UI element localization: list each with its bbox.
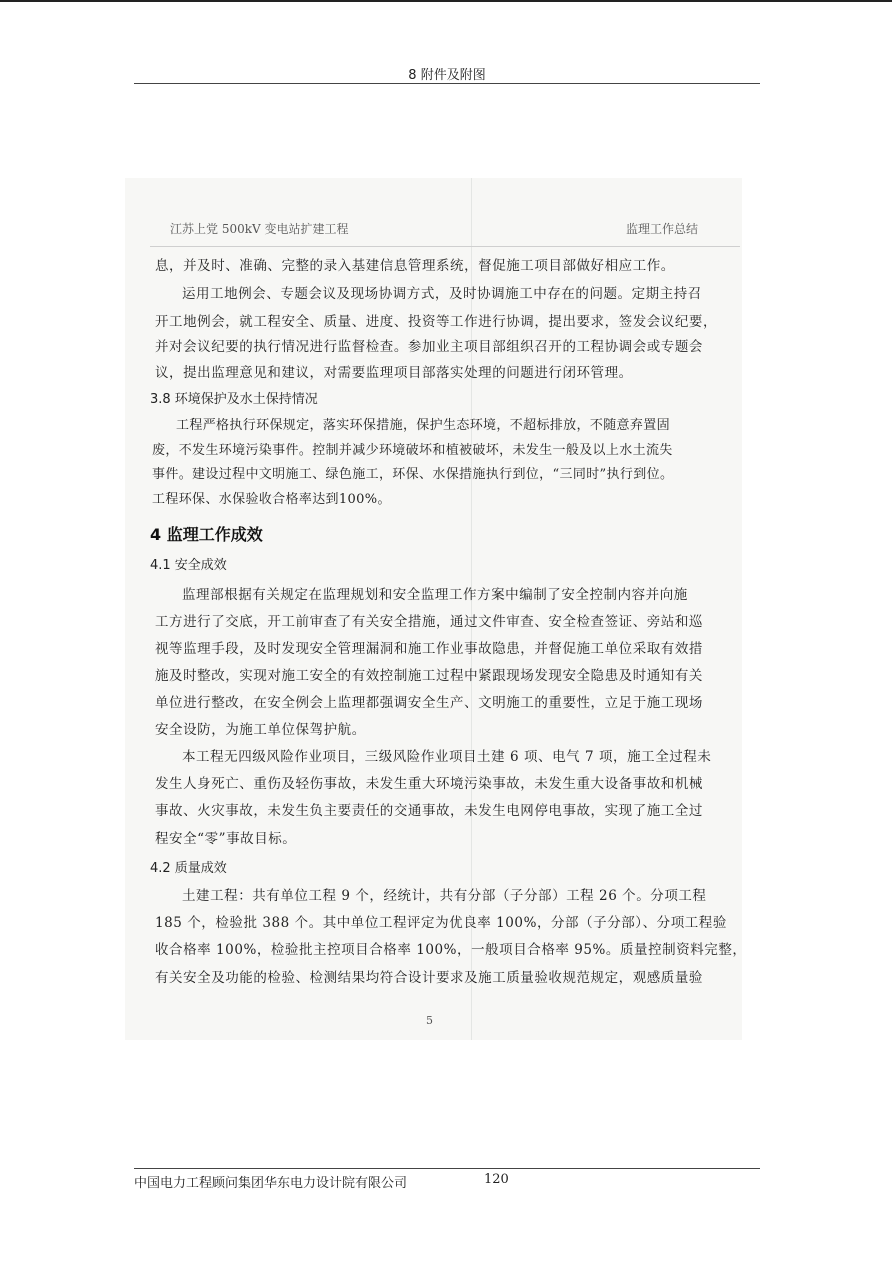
text-line: 本工程无四级风险作业项目，三级风险作业项目土建 6 项、电气 7 项，施工全过程未 bbox=[182, 749, 712, 765]
section-heading-4-2: 4.2 质量成效 bbox=[150, 861, 227, 876]
text-line: 视等监理手段，及时发现安全管理漏洞和施工作业事故隐患，并督促施工单位采取有效措 bbox=[155, 641, 703, 657]
text-line: 有关安全及功能的检验、检测结果均符合设计要求及施工质量验收规范规定，观感质量验 bbox=[155, 970, 703, 986]
text-line: 废，不发生环境污染事件。控制并减少环境破坏和植被破坏，未发生一般及以上水土流失 bbox=[152, 443, 673, 458]
footer-rule bbox=[134, 1168, 760, 1169]
header-rule bbox=[134, 83, 760, 84]
scan-header-project: 江苏上党 500kV 变电站扩建工程 bbox=[170, 222, 349, 236]
text-line: 运用工地例会、专题会议及现场协调方式，及时协调施工中存在的问题。定期主持召 bbox=[182, 286, 702, 302]
section-heading-3-8: 3.8 环境保护及水土保持情况 bbox=[150, 392, 318, 407]
text-line: 事件。建设过程中文明施工、绿色施工，环保、水保措施执行到位，“三同时”执行到位。 bbox=[152, 467, 674, 482]
text-line: 开工地例会，就工程安全、质量、进度、投资等工作进行协调，提出要求，签发会议纪要， bbox=[155, 314, 717, 330]
footer-organization: 中国电力工程顾问集团华东电力设计院有限公司 bbox=[134, 1176, 408, 1191]
text-line: 土建工程：共有单位工程 9 个，经统计，共有分部（子分部）工程 26 个。分项工程 bbox=[182, 888, 707, 904]
text-line: 185 个，检验批 388 个。其中单位工程评定为优良率 100%，分部（子分部）、分项工程验 bbox=[155, 915, 727, 931]
text-line: 施及时整改，实现对施工安全的有效控制施工过程中紧跟现场发现安全隐患及时通知有关 bbox=[155, 668, 703, 684]
text-line: 收合格率 100%，检验批主控项目合格率 100%，一般项目合格率 95%。质量控制资料完整， bbox=[155, 942, 747, 958]
text-line: 安全设防，为施工单位保驾护航。 bbox=[155, 722, 366, 738]
text-line: 单位进行整改，在安全例会上监理都强调安全生产、文明施工的重要性，立足于施工现场 bbox=[155, 695, 703, 711]
scan-header-title: 监理工作总结 bbox=[626, 222, 699, 236]
text-line: 工方进行了交底，开工前审查了有关安全措施，通过文件审查、安全检查签证、旁站和巡 bbox=[155, 614, 703, 630]
scan-page-number: 5 bbox=[426, 1014, 433, 1027]
top-border bbox=[0, 0, 892, 2]
text-line: 事故、火灾事故，未发生负主要责任的交通事故，未发生电网停电事故，实现了施工全过 bbox=[155, 803, 703, 819]
text-line: 并对会议纪要的执行情况进行监督检查。参加业主项目部组织召开的工程协调会或专题会 bbox=[155, 339, 703, 355]
footer-page-number: 120 bbox=[484, 1172, 509, 1187]
scan-header-rule bbox=[150, 246, 740, 247]
text-line: 工程环保、水保验收合格率达到100%。 bbox=[152, 492, 391, 507]
text-line: 工程严格执行环保规定，落实环保措施，保护生态环境，不超标排放，不随意弃置固 bbox=[176, 418, 670, 433]
text-line: 发生人身死亡、重伤及轻伤事故，未发生重大环境污染事故，未发生重大设备事故和机械 bbox=[155, 776, 703, 792]
page-header: 8 附件及附图 bbox=[408, 68, 486, 83]
text-line: 程安全“零”事故目标。 bbox=[155, 831, 297, 847]
text-line: 息，并及时、准确、完整的录入基建信息管理系统，督促施工项目部做好相应工作。 bbox=[155, 258, 675, 274]
section-heading-4-1: 4.1 安全成效 bbox=[150, 558, 227, 573]
chapter-heading-4: 4 监理工作成效 bbox=[150, 525, 263, 544]
text-line: 议，提出监理意见和建议，对需要监理项目部落实处理的问题进行闭环管理。 bbox=[155, 365, 633, 381]
text-line: 监理部根据有关规定在监理规划和安全监理工作方案中编制了安全控制内容并向施 bbox=[182, 587, 688, 603]
